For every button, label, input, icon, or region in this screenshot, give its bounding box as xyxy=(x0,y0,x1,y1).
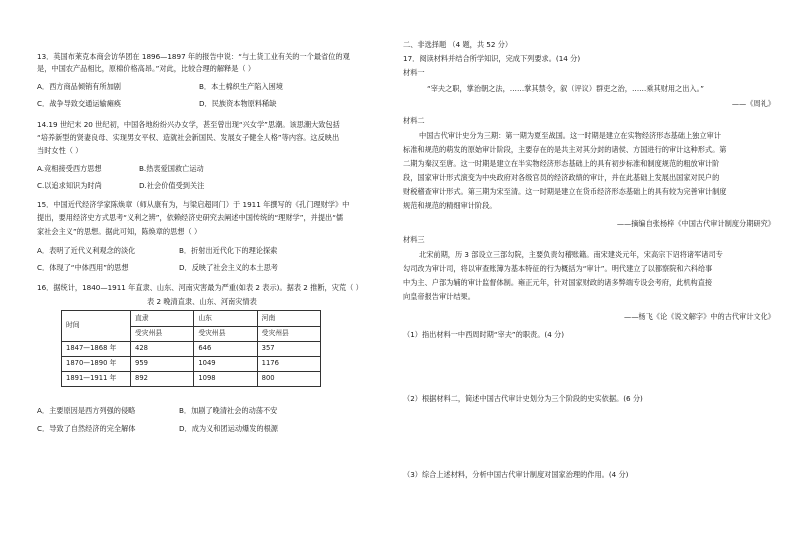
q15-stem-line3: 家社会主义”的思想。据此可知，陈焕章的思想（ ） xyxy=(37,227,202,236)
q13-stem-line1: 13．英国布莱克本商会访华团在 1896—1897 年的报告中说：“与土货工业有关的一个最省位的观 xyxy=(37,52,350,61)
q13-option-a[interactable]: A．西方商品倾销有所加剧 xyxy=(37,82,121,91)
sub-question-2: （2）根据材料二，简述中国古代审计史划分为三个阶段的史实依据。(6 分) xyxy=(403,394,643,403)
material-2-line: 标准和规范的萌发的原始审计阶段，主要存在的是共主对其分封的诸侯、方国进行的审计这种形式。第 xyxy=(403,145,727,154)
q13-option-b[interactable]: B．本土棉织生产陷入困境 xyxy=(199,82,283,91)
table-row xyxy=(62,342,321,357)
q16-option-b[interactable]: B．加剧了晚清社会的动荡不安 xyxy=(179,406,278,415)
q16-option-c[interactable]: C．导致了自然经济的完全解体 xyxy=(37,424,136,433)
q14-option-b[interactable]: B.热衷爱国救亡运动 xyxy=(139,164,204,173)
q16-option-d[interactable]: D．成为义和团运动爆发的根源 xyxy=(179,424,278,433)
material-3-label: 材料三 xyxy=(403,235,425,244)
table-header-time: 时间 xyxy=(62,311,131,342)
section-title: 二、非选择题 （4 题，共 52 分） xyxy=(403,40,513,49)
q14-option-c[interactable]: C.以追求知识为时尚 xyxy=(37,181,102,190)
table-cell-period: 1891—1911 年 xyxy=(62,372,131,387)
material-3-line: 北宋前期，历 3 部设立三部勾院，主要负责勾稽账籍。南宋建炎元年，宋高宗下诏将诸军诸司专 xyxy=(419,250,723,259)
sub-question-3: （3）综合上述材料，分析中国古代审计制度对国家治理的作用。(4 分) xyxy=(403,470,629,479)
table-cell: 428 xyxy=(131,342,194,357)
table-header-province: 山东 xyxy=(194,311,257,327)
table-cell: 1098 xyxy=(194,372,257,387)
material-2-label: 材料二 xyxy=(403,116,425,125)
q16-stem-line1: 16．据统计，1840—1911 年直隶、山东、河南灾害最为严重(如表 2 表示)。据表 2 推断，灾荒（ ） xyxy=(37,283,363,292)
material-2-line: 段，国家审计形式演变为中央政府对各级官员的经济政绩的审计，并在此基础上发展出国家对民户的 xyxy=(403,173,720,182)
q17-intro: 17．阅读材料并结合所学知识，完成下列要求。(14 分) xyxy=(403,54,581,63)
table-subheader: 受灾州县 xyxy=(194,326,257,342)
table-cell: 646 xyxy=(194,342,257,357)
table-cell: 1049 xyxy=(194,357,257,372)
q15-option-d[interactable]: D．反映了社会主义的本土思考 xyxy=(179,263,278,272)
table-subheader: 受灾州县 xyxy=(257,326,320,342)
q14-stem-line2: “培养新型的贤妻良母、实现男女平权、造就社会新国民、发展女子健全人格”等内容。这反映出 xyxy=(37,133,340,142)
material-1-source: ——《周礼》 xyxy=(731,99,775,108)
table-cell-period: 1847—1868 年 xyxy=(62,342,131,357)
table-header-province: 直隶 xyxy=(131,311,194,327)
table-cell: 357 xyxy=(257,342,320,357)
q14-stem-line3: 当时女性（ ） xyxy=(37,146,83,155)
table-cell: 959 xyxy=(131,357,194,372)
table-subheader: 受灾州县 xyxy=(131,326,194,342)
q14-option-a[interactable]: A.竞相接受西方思想 xyxy=(37,164,102,173)
material-3-line: 向皇帝报告审计结果。 xyxy=(403,292,475,301)
q15-stem-line1: 15．中国近代经济学家陈焕章（师从康有为，与梁启超同门）于 1911 年撰写的《孔门理财学》中 xyxy=(37,200,350,209)
material-2-line: 财税稽查审计形式。第三期为宋至清。这一时期是建立在货币经济形态基础上的具有较为完善审计制度 xyxy=(403,187,727,196)
table-header-province: 河南 xyxy=(257,311,320,327)
table-cell: 892 xyxy=(131,372,194,387)
q16-table-title: 表 2 晚清直隶、山东、河南灾情表 xyxy=(147,297,257,306)
table-row xyxy=(62,372,321,387)
table-row xyxy=(62,357,321,372)
q16-option-a[interactable]: A．主要原因是西方列强的侵略 xyxy=(37,406,136,415)
q15-option-a[interactable]: A．表明了近代义利观念的淡化 xyxy=(37,246,136,255)
material-1-text: “宰夫之职，掌治朝之法，……掌其禁令，叙（评议）群吏之治，……乘其财用之出入。” xyxy=(427,84,704,93)
q13-stem-line2: 是，中国农产品相比，原棉价格高昂。”对此，比较合理的解释是（ ） xyxy=(37,64,256,73)
q15-option-c[interactable]: C．体现了“中体西用”的思想 xyxy=(37,263,129,272)
table-cell: 800 xyxy=(257,372,320,387)
q14-option-d[interactable]: D.社会价值受到关注 xyxy=(139,181,205,190)
material-2-line: 二期为秦汉至唐。这一时期是建立在半实物经济形态基础上的具有初步标准和制度规范的粗放审计阶 xyxy=(403,159,720,168)
q14-stem-line1: 14.19 世纪末 20 世纪初，中国各地纷纷兴办女学，甚至曾出现“兴女学”思潮。该思潮大致包括 xyxy=(37,120,340,129)
q15-stem-line2: 提出，要用经济史方式思考“义利之辨”，依赖经济史研究去阐述中国传统的“理财学”，并提出“儒 xyxy=(37,213,344,222)
material-1-label: 材料一 xyxy=(403,68,425,77)
q13-option-d[interactable]: D．民族资本物原料稀缺 xyxy=(199,99,277,108)
material-2-source: ——摘编自张杨梓《中国古代审计制度分期研究》 xyxy=(616,219,775,228)
q15-option-b[interactable]: B．折射出近代化下的理论探索 xyxy=(179,246,278,255)
material-3-line: 中为主、户部为辅的审计监督体制。雍正元年，针对国家财政的诸多弊端专设会考府，此机构直接 xyxy=(403,278,713,287)
table-cell-period: 1870—1890 年 xyxy=(62,357,131,372)
table-cell: 1176 xyxy=(257,357,320,372)
disaster-table xyxy=(61,310,321,387)
material-2-line: 规范和规范的精细审计阶段。 xyxy=(403,201,497,210)
q13-option-c[interactable]: C．战争导致交通运输瘫痪 xyxy=(37,99,122,108)
sub-question-1: （1）指出材料一中西周时期“宰夫”的职责。(4 分) xyxy=(403,330,565,339)
material-3-source: ——杨飞《论《说文解字》中的古代审计文化》 xyxy=(624,312,775,321)
material-2-line: 中国古代审计史分为三期：第一期为夏至战国。这一时期是建立在实物经济形态基础上独立审计 xyxy=(419,131,721,140)
material-3-line: 勾司改为审计司，将以审查账簿为基本特征的行为概括为“审计”。明代建立了以都察院和六科给事 xyxy=(403,264,713,273)
